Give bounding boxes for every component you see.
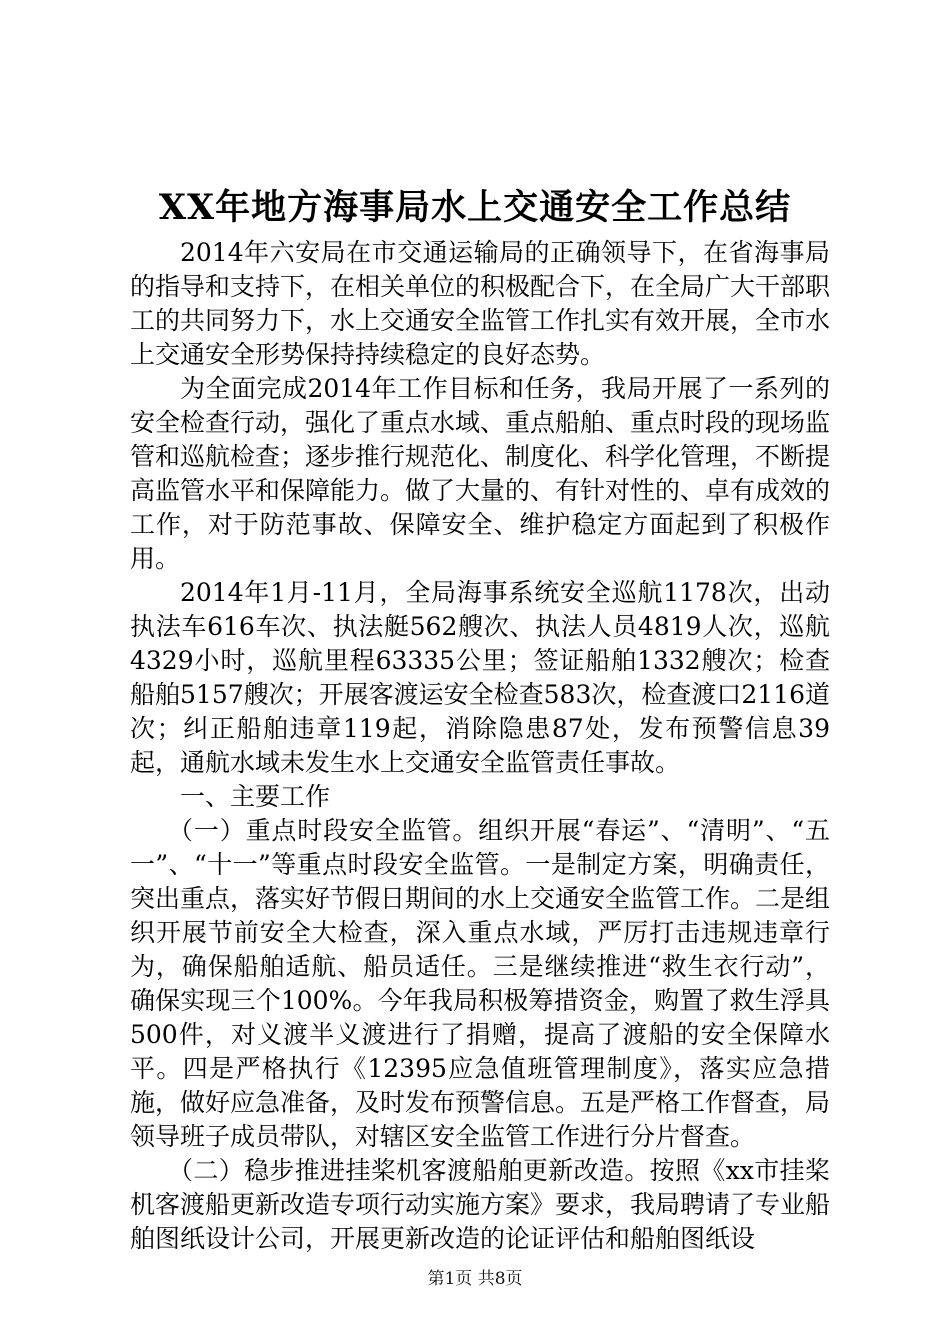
paragraph-key-period-supervision: （一）重点时段安全监管。组织开展“春运”、“清明”、“五一”、“十一”等重点时段安全监管。一是制定方案，明确责任，突出重点，落实好节假日期间的水上交通安全监管工作。二是组织开展节前安全大检查，深入重点水域，严厉打击违规违章行为，确保船舶适航、船员适任。三是继续推进“救生衣行动”，确保实现三个100%。今年我局积极筹措资金，购置了救生浮具500件，对义渡半义渡进行了捐赠，提高了渡船的安全保障水平。四是严格执行《12395应急值班管理制度》，落实应急措施，做好应急准备，及时发布预警信息。五是严格工作督查，局领导班子成员带队，对辖区安全监管工作进行分片督查。 — [130, 816, 831, 1151]
paragraph-intro: 2014年六安局在市交通运输局的正确领导下，在省海事局的指导和支持下，在相关单位的积极配合下，在全局广大干部职工的共同努力下，水上交通安全监管工作扎实有效开展，全市水上交通安全形势保持持续稳定的良好态势。 — [130, 238, 831, 369]
paragraph-statistics: 2014年1月-11月，全局海事系统安全巡航1178次，出动执法车616车次、执法艇562艘次、执法人员4819人次，巡航4329小时，巡航里程63335公里；签证船舶1332艘次；检查船舶5157艘次；开展客渡运安全检查583次，检查渡口2116道次；纠正船舶违章119起，消除隐患87处，发布预警信息39起，通航水域未发生水上交通安全监管责任事故。 — [130, 578, 830, 777]
section-heading-main-work: 一、主要工作 — [180, 782, 331, 811]
paragraph-goals: 为全面完成2014年工作目标和任务，我局开展了一系列的安全检查行动，强化了重点水域、重点船舶、重点时段的现场监管和巡航检查；逐步推行规范化、制度化、科学化管理，不断提高监管水平和保障能力。做了大量的、有针对性的、卓有成效的工作，对于防范事故、保障安全、维护稳定方面起到了积极作用。 — [130, 374, 831, 573]
paragraph-ferry-renovation: （二）稳步推进挂桨机客渡船舶更新改造。按照《xx市挂桨机客渡船更新改造专项行动实施方案》要求，我局聘请了专业船舶图纸设计公司，开展更新改造的论证评估和船舶图纸设 — [130, 1156, 831, 1253]
document-title: XX年地方海事局水上交通安全工作总结 — [158, 187, 792, 228]
page-number-footer: 第1页 共8页 — [427, 1269, 523, 1289]
document-body — [130, 236, 830, 1256]
